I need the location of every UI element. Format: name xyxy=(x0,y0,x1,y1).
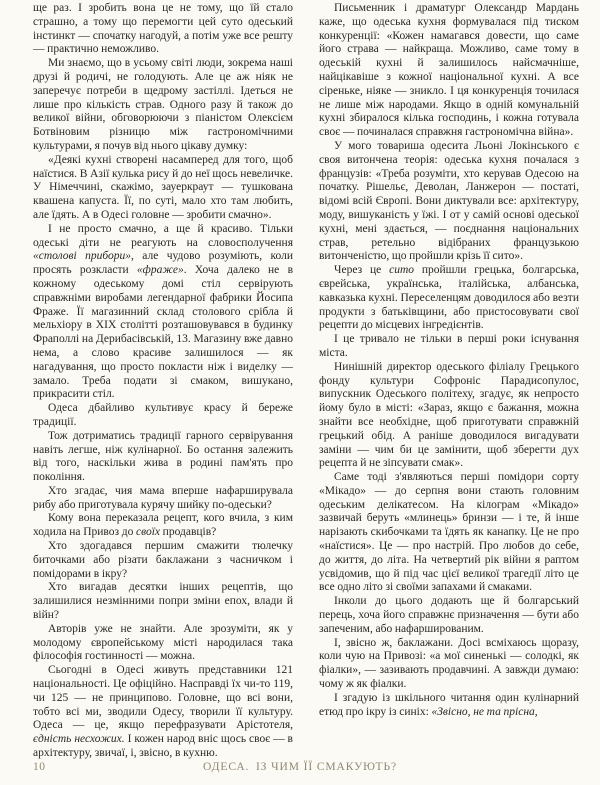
text-run: Авторів уже не знайти. Але зрозуміти, як у молодому європейському місті народилася така філософія гостинності — можна. xyxy=(33,622,293,663)
text-run: І кожен народ вніс щось своє — в архітектуру, звичаї, і, звісно, в кухню. xyxy=(33,733,293,760)
text-run: Через це xyxy=(334,264,390,277)
text-run: І, звісно ж, баклажани. Досі всміхаюсь щоразу, коли чую на Привозі: «а мої синенькі — солодкі, як фіалки», — зазивають продавчині. А завжди думаю: чому ж як фіалки. xyxy=(319,636,579,691)
text-run: Сьогодні в Одесі живуть представники 121 національності. Це офіційно. Насправді їх чи-то 119, чи 125 — не принципово. Головне, що всі вони, тобто всі ми, зводили Одесу, творили її культуру. Одеса — це, якщо перефразувати Арістотеля, xyxy=(33,664,293,732)
paragraph xyxy=(33,664,293,761)
italic-text-run: «фраже» xyxy=(136,264,184,277)
page-number: 10 xyxy=(33,761,46,773)
italic-text-run: сито xyxy=(389,264,415,277)
text-run: Кому вона переказала рецепт, кого вчила, з ким ходила на Привоз до xyxy=(33,512,293,539)
paragraph xyxy=(319,637,579,692)
paragraph xyxy=(319,140,579,264)
italic-text-run: «столові прибори» xyxy=(33,250,131,263)
text-column-left xyxy=(33,2,293,761)
paragraph xyxy=(33,540,293,581)
paragraph xyxy=(33,430,293,485)
text-run: Ми знаємо, що в усьому світі люди, зокрема наші друзі й родичі, не голодують. Але це аж ніяк не заперечує потреби в щедрому застіллі. Ідеться не лише про кількість страв. Одного разу й також до великої війни, обговорюючи з піаністом Олексієм Ботвіновим різницю між гастрономічними культурами, я почув від нього цікаву думку: xyxy=(33,57,293,152)
text-run: Тож дотриматись традиції гарного сервірування навіть легше, ніж кулінарної. Бо остання залежить від того, наскільки жива в родині пам'ять про покоління. xyxy=(33,429,293,484)
running-title: ОДЕСА. ІЗ ЧИМ ЇЇ СМАКУЮТЬ? xyxy=(203,761,397,773)
text-run: І це тривало не тільки в перші роки існування міста. xyxy=(319,333,579,359)
text-run: Одеса дбайливо культивує красу й береже традиції. xyxy=(33,402,293,428)
text-run: Письменник і драматург Олександр Мардань каже, що одеська кухня формувалася під тиском конкуренції: «Кожен намагався довести, що саме його страва — найкраща. Можливо, саме тому в одеській кухні й залишилось найсмачніше, найцікавіше з кожної національної кухні. А все сіреньке, ніяке — зникло. І ця конкуренція точилася не лише між народами. Якщо в одній комунальній кухні збиралося кілька господинь, і кожна готувала своє — починалася справжня гастрономічна війна». xyxy=(319,2,579,139)
paragraph xyxy=(319,595,579,636)
paragraph xyxy=(33,223,293,402)
text-run: Саме тоді з'являються перші помідори сорту «Мікадо» — до серпня вони стають головним одеським делікатесом. На кілограм «Мікадо» зазвичай беруть «млинець» бринзи — і те, й інше нарізають скибочками та їдять як канапку. Це не про «наїстися». Це — про настрій. Про любов до себе, до життя, до літа. На четвертий рік війни я раптом усвідомив, що й під час цієї великої трагедії літо це все одно літо зі своїми запахами й смаками. xyxy=(319,471,579,594)
text-run: Інколи до цього додають ще й болгарський перець, хоча його справжнє призначення — бути або запеченим, або нафаршированим. xyxy=(319,595,579,635)
text-run: І не просто смачно, а ще й красиво. Тільки одеські діти не реагують на словосполучення xyxy=(33,222,293,249)
text-run: пройшли грецька, болгарська, єврейська, українська, італійська, албанська, кавказька кухні. Переселенцям доводилося або везти продукти з батьківщини, або пристосовувати свої рецепти до місцевих інгредієнтів. xyxy=(319,264,579,332)
paragraph xyxy=(33,154,293,223)
text-run: Хто здогадався першим смажити тюлечку биточками або різати баклажани з часничком і помідорами в ікру? xyxy=(33,540,293,580)
paragraph xyxy=(33,512,293,540)
page-footer xyxy=(0,761,600,776)
paragraph xyxy=(319,692,579,720)
text-run: У мого товариша одесита Льоні Локінського є своя витончена теорія: одеська кухня почалася з французів: «Треба розуміти, хто керував Одесою на початку. Рішельє, Деволан, Ланжерон — постаті, відомі всій Європі. Вони диктували все: архітектуру, моду, вишуканість у їжі. І от у самій основі одеської кухні, мені здається, — поєднання національних страв, ретельно відібраних французькою витонченістю, що пройшли крізь її сито». xyxy=(319,139,579,263)
paragraph xyxy=(319,264,579,333)
paragraph xyxy=(33,2,293,57)
text-columns xyxy=(33,2,579,761)
text-run: , але чудово розуміють, коли просять розкласти xyxy=(33,250,293,277)
paragraph xyxy=(33,623,293,664)
paragraph xyxy=(319,333,579,361)
text-run: Нинішній директор одеського філіалу Грецького фонду культури Софроніс Парадисопулос, випускник Одеського політеху, згадує, як непросто йому було в місті: «Зараз, якщо є бажання, можна знайти все необхідне, щоб приготувати справжній грецький обід. А раніше доводилося вигадувати заміни — чим би це замінити, щоб зберегти дух рецепта й не зіпсувати смак». xyxy=(319,360,579,470)
text-run: І згадую із шкільного читання один кулінарний етюд про ікру із синіх: xyxy=(319,691,579,718)
paragraph xyxy=(33,402,293,430)
text-run: Хто згадає, чия мама вперше нафарширувала рибу або приготувала курячу шийку по-одеськи? xyxy=(33,484,293,511)
text-run: Хто вигадав десятки інших рецептів, що залишилися незмінними попри зміни епох, влади й війн? xyxy=(33,581,293,622)
paragraph xyxy=(319,361,579,471)
text-run: «Деякі кухні створені насамперед для того, щоб наїстися. В Азії кулька рису й до неї щось невеличке. У Німеччині, скажімо, зауеркраут — тушкована квашена капуста. Її, по суті, мало хто там любить, але їдять. А в Одесі головне — зробити смачно». xyxy=(33,153,293,221)
paragraph xyxy=(319,471,579,595)
text-run: продавців? xyxy=(160,526,217,539)
paragraph xyxy=(33,57,293,154)
text-run: ще раз. І зробить вона це не тому, що їй стало страшно, а тому що перемогти цей суто одеський інстинкт — спочатку нагодуй, а потім уже все решту — практично неможливо. xyxy=(33,2,293,56)
italic-text-run: «Звісно, не та прісна, xyxy=(431,705,538,718)
text-run: . Хоча далеко не в кожному одеському домі стіл сервірують справжніми виробами легендарної фабрики Йосипа Фраже. Її магазинний склад столового срібла й мельхіору в XIX столітті розташовувався в будинку Фраполлі на Дерибасівській, 13. Магазину вже давно нема, а слово красиве залишилося — як нагадування, що просто покласти ніж і виделку — замало. Треба подати зі смаком, вишукано, прикрасити стіл. xyxy=(33,264,293,401)
italic-text-run: своїх xyxy=(136,526,160,539)
text-column-right xyxy=(319,2,579,761)
paragraph xyxy=(33,485,293,513)
italic-text-run: єдність несхожих. xyxy=(33,733,125,746)
paragraph xyxy=(319,2,579,140)
paragraph xyxy=(33,581,293,622)
